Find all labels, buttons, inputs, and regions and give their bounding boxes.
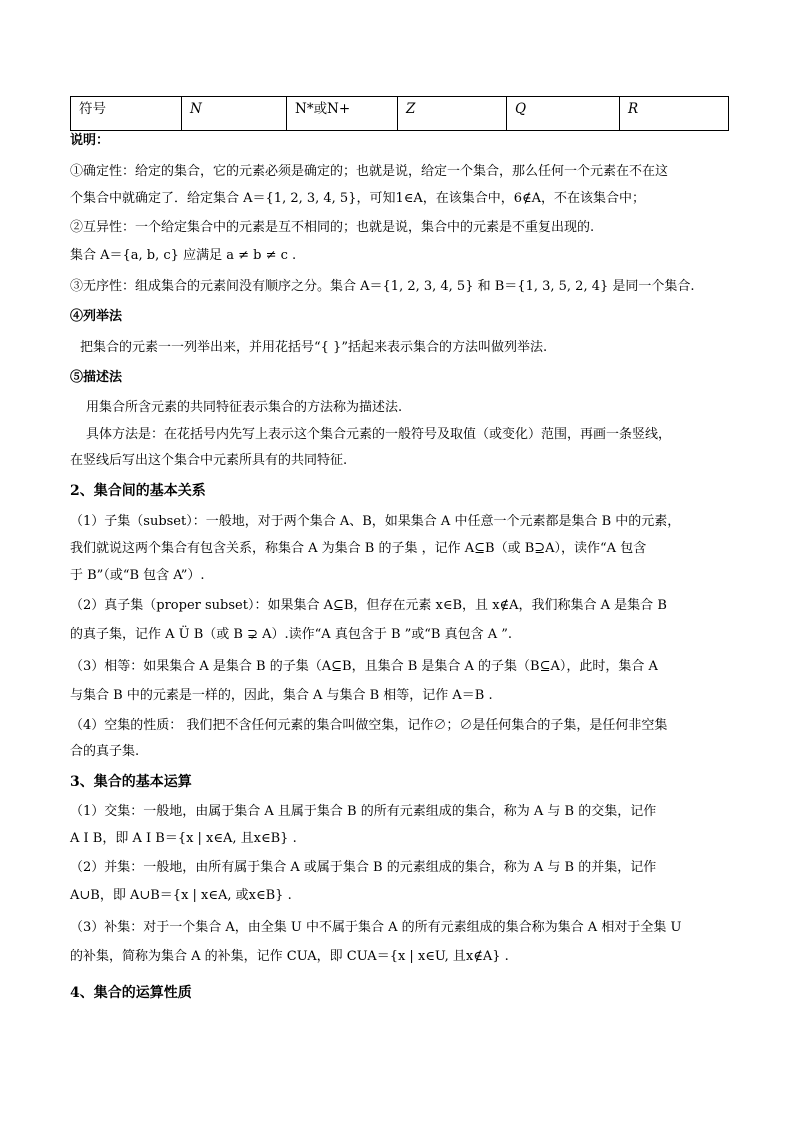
determinacy-line-1: ①确定性：给定的集合，它的元素必须是确定的；也就是说，给定一个集合，那么任何一个元素在不在这 (70, 164, 669, 179)
union-line-1: （2）并集：一般地，由所有属于集合 A 或属于集合 B 的元素组成的集合，称为 A 与 B 的并集，记作 (70, 860, 657, 875)
description-line-1: 用集合所含元素的共同特征表示集合的方法称为描述法. (86, 400, 403, 415)
distinctness-line-2: 集合 A＝{a, b, c} 应满足 a ≠ b ≠ c . (70, 248, 297, 263)
intersection-line-2: A I B，即 A I B＝{x | x∈A, 且x∈B} . (70, 831, 297, 846)
symbol-header-cell: 符号 (71, 97, 182, 131)
section-3-heading: 3、集合的基本运算 (70, 774, 192, 790)
document-page (70, 96, 730, 131)
complement-line-1: （3）补集：对于一个集合 A，由全集 U 中不属于集合 A 的所有元素组成的集合称为集合 A 相对于全集 U (70, 920, 682, 935)
unordered-line: ③无序性：组成集合的元素间没有顺序之分。集合 A＝{1, 2, 3, 4, 5} 和 B＝{1, 3, 5, 2, 4} 是同一个集合. (70, 279, 695, 294)
section-2-heading: 2、集合间的基本关系 (70, 483, 206, 499)
enumeration-heading: ④列举法 (70, 309, 123, 324)
equality-line-2: 与集合 B 中的元素是一样的，因此，集合 A 与集合 B 相等，记作 A＝B . (70, 688, 493, 703)
number-set-symbol-table (70, 96, 729, 131)
natural-number-cell: N (182, 97, 287, 131)
distinctness-line-1: ②互异性：一个给定集合中的元素是互不相同的；也就是说，集合中的元素是不重复出现的. (70, 220, 595, 235)
complement-line-2: 的补集，简称为集合 A 的补集，记作 CUA，即 CUA＝{x | x∈U, 且x∉A} . (70, 949, 509, 964)
description-line-2: 具体方法是：在花括号内先写上表示这个集合元素的一般符号及取值（或变化）范围，再画一条竖线， (86, 427, 672, 442)
union-line-2: A∪B，即 A∪B＝{x | x∈A, 或x∈B} . (70, 888, 292, 903)
subset-line-2: 我们就说这两个集合有包含关系，称集合 A 为集合 B 的子集 ，记作 A⊆B（或 B⊇A），读作“A 包含 (70, 541, 647, 556)
description-line-3: 在竖线后写出这个集合中元素所具有的共同特征. (70, 453, 348, 468)
subset-line-3: 于 B”（或“B 包含 A”）. (70, 568, 205, 583)
equality-line-1: （3）相等：如果集合 A 是集合 B 的子集（A⊆B，且集合 B 是集合 A 的子集（B⊆A），此时，集合 A (70, 659, 658, 674)
table-row (71, 97, 729, 131)
description-heading: ⑤描述法 (70, 370, 123, 385)
real-cell: R (620, 97, 729, 131)
proper-subset-line-2: 的真子集，记作 A Ü B（或 B ⊋ A）.读作“A 真包含于 B ”或“B 真包含 A ”. (70, 627, 513, 642)
note-heading: 说明： (70, 133, 110, 148)
section-4-heading: 4、集合的运算性质 (70, 985, 192, 1001)
integer-cell: Z (398, 97, 507, 131)
positive-natural-cell: N*或N+ (287, 97, 398, 131)
determinacy-line-2: 个集合中就确定了．给定集合 A＝{1, 2, 3, 4, 5}，可知1∈A，在该集合中，6∉A，不在该集合中； (70, 191, 646, 206)
rational-cell: Q (507, 97, 620, 131)
enumeration-line: 把集合的元素一一列举出来，并用花括号“{ }”括起来表示集合的方法叫做列举法. (80, 340, 548, 355)
subset-line-1: （1）子集（subset）：一般地，对于两个集合 A、B，如果集合 A 中任意一个元素都是集合 B 中的元素， (70, 514, 681, 529)
proper-subset-line-1: （2）真子集（proper subset）：如果集合 A⊆B，但存在元素 x∈B，且 x∉A，我们称集合 A 是集合 B (70, 598, 667, 613)
empty-set-line-2: 合的真子集. (70, 744, 140, 759)
empty-set-line-1: （4）空集的性质： 我们把不含任何元素的集合叫做空集，记作∅；∅是任何集合的子集，是任何非空集 (70, 718, 668, 733)
intersection-line-1: （1）交集：一般地，由属于集合 A 且属于集合 B 的所有元素组成的集合，称为 A 与 B 的交集，记作 (70, 804, 657, 819)
